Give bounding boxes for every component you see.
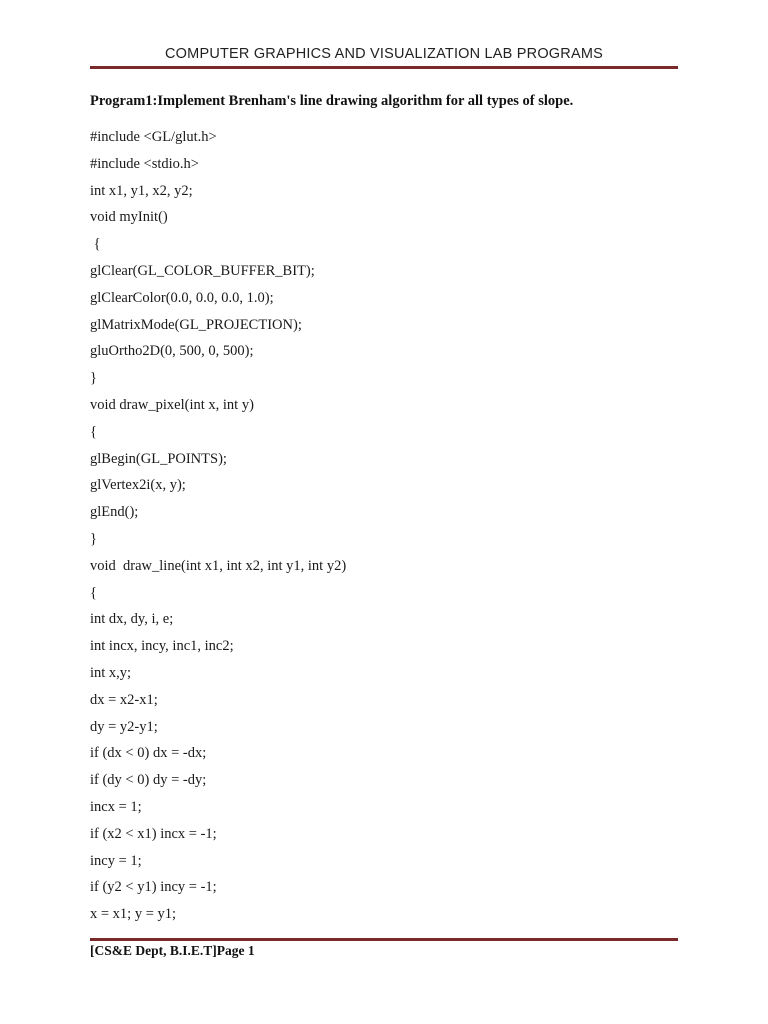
code-line: glClear(GL_COLOR_BUFFER_BIT);	[90, 262, 315, 279]
code-line: void draw_line(int x1, int x2, int y1, int y2)	[90, 557, 347, 574]
header-rule	[90, 66, 678, 69]
code-line: int x1, y1, x2, y2;	[90, 182, 193, 199]
footer-rule	[90, 938, 678, 941]
page-footer: [CS&E Dept, B.I.E.T]Page 1	[90, 943, 255, 958]
code-line: incy = 1;	[90, 852, 142, 869]
code-line: gluOrtho2D(0, 500, 0, 500);	[90, 343, 254, 360]
code-line: #include <GL/glut.h>	[90, 129, 217, 145]
program-heading: Program1:Implement Brenham's line drawing algorithm for all types of slope.	[90, 93, 574, 109]
code-line: x = x1; y = y1;	[90, 906, 177, 923]
code-line: glBegin(GL_POINTS);	[90, 450, 227, 467]
running-header: COMPUTER GRAPHICS AND VISUALIZATION LAB PROGRAMS	[165, 46, 603, 62]
code-line: }	[90, 530, 97, 547]
code-line: int incx, incy, inc1, inc2;	[90, 638, 234, 655]
code-line: int x,y;	[90, 664, 132, 681]
code-line: glMatrixMode(GL_PROJECTION);	[90, 316, 302, 333]
code-line: {	[90, 584, 97, 601]
code-line: void myInit()	[90, 209, 168, 226]
code-line: void draw_pixel(int x, int y)	[90, 396, 254, 413]
code-line: if (y2 < y1) incy = -1;	[90, 879, 217, 896]
code-line: glClearColor(0.0, 0.0, 0.0, 1.0);	[90, 289, 274, 306]
code-line: glVertex2i(x, y);	[90, 477, 186, 494]
code-line: {	[90, 236, 101, 253]
code-line: #include <stdio.h>	[90, 155, 199, 172]
code-line: if (dy < 0) dy = -dy;	[90, 772, 207, 789]
code-line: if (x2 < x1) incx = -1;	[90, 825, 217, 842]
code-line: glEnd();	[90, 504, 139, 521]
code-line: int dx, dy, i, e;	[90, 611, 174, 628]
code-line: {	[90, 423, 97, 440]
code-line: dx = x2-x1;	[90, 691, 158, 708]
code-line: dy = y2-y1;	[90, 718, 158, 735]
code-line: if (dx < 0) dx = -dx;	[90, 745, 207, 762]
code-line: incx = 1;	[90, 798, 142, 815]
code-line: }	[90, 370, 97, 387]
code-listing	[90, 127, 346, 931]
